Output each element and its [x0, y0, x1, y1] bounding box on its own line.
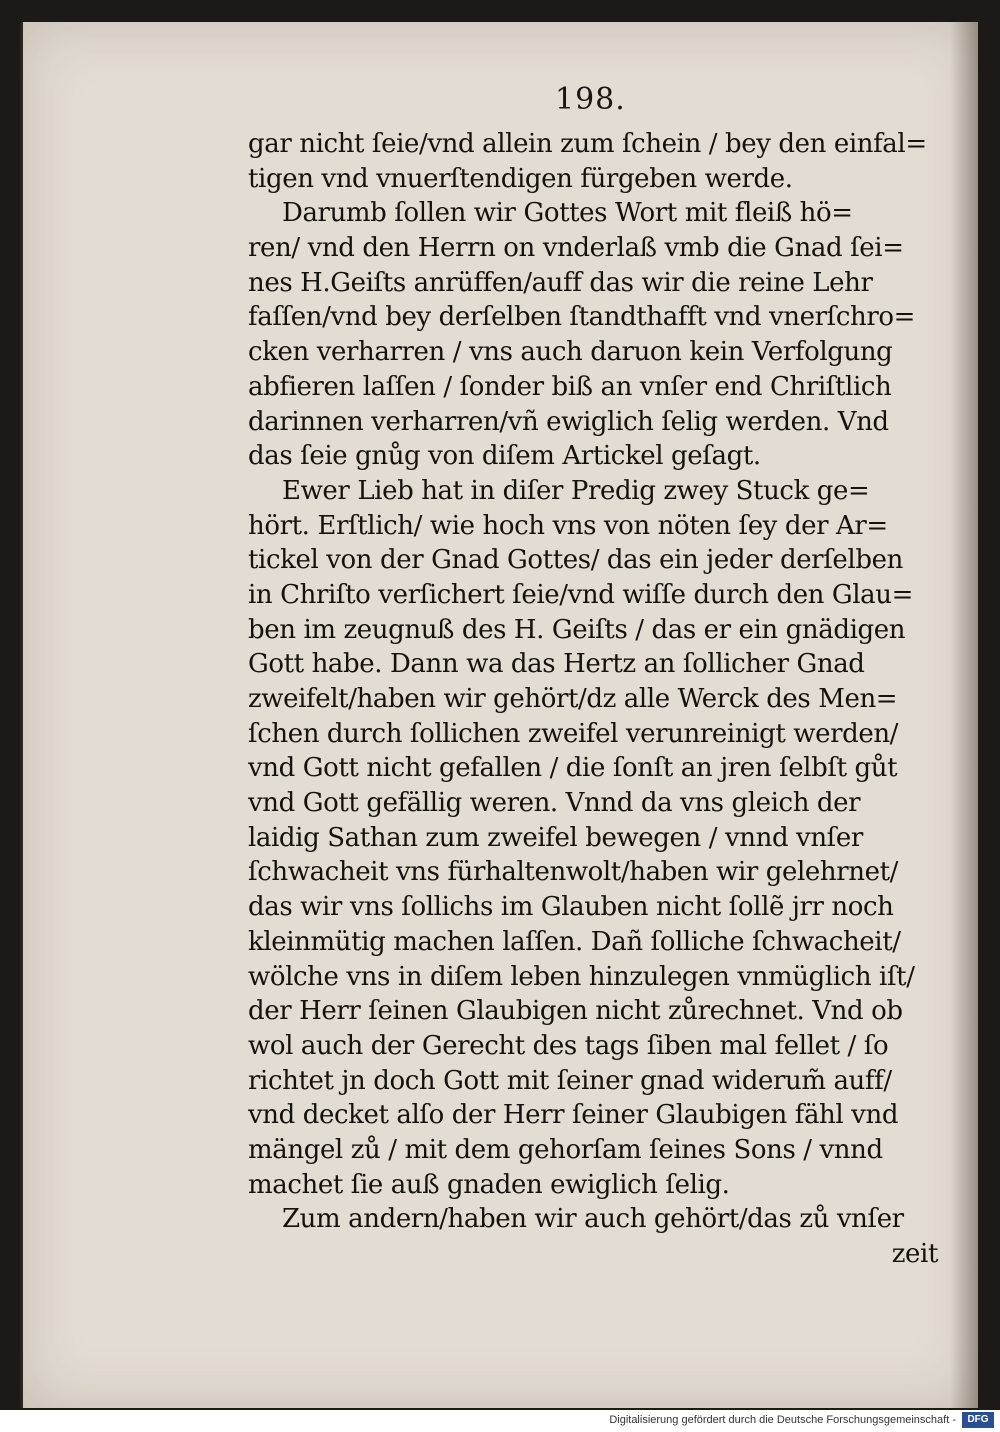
dfg-logo: DFG — [962, 1412, 994, 1428]
text-line: richtet jn doch Gott mit ſeiner gnad widerum̃ auff/ — [248, 1065, 892, 1096]
text-line: das ſeie gnůg von diſem Artickel geſagt. — [248, 441, 761, 472]
text-line: der Herr ſeinen Glaubigen nicht zůrechnet. Vnd ob — [248, 996, 903, 1027]
text-line: vnd decket alſo der Herr ſeiner Glaubigen fähl vnd — [248, 1100, 899, 1131]
text-line: tigen vnd vnuerſtendigen fürgeben werde. — [248, 163, 793, 194]
text-line: Gott habe. Dann wa das Hertz an ſollicher Gnad — [248, 649, 865, 680]
text-line: ſchwacheit vns fürhaltenwolt/haben wir gelehrnet/ — [248, 857, 899, 888]
text-line: mängel zů / mit dem gehorſam ſeines Sons / vnnd — [248, 1134, 883, 1165]
text-line: darinnen verharren/vñ ewiglich ſelig werden. Vnd — [248, 406, 889, 437]
text-line: ben im zeugnuß des H. Geiſts / das er ein gnädigen — [248, 614, 906, 645]
funding-credit: Digitalisierung gefördert durch die Deutsche Forschungsgemeinschaft - — [609, 1414, 956, 1426]
text-line: tickel von der Gnad Gottes/ das ein jeder derſelben — [248, 545, 903, 576]
text-line: in Chriſto verſichert ſeie/vnd wiſſe durch den Glau= — [248, 579, 914, 610]
text-line: zeit — [891, 1239, 938, 1269]
text-line: wol auch der Gerecht des tags ſiben mal fellet / ſo — [248, 1030, 889, 1061]
text-line: laidig Sathan zum zweifel bewegen / vnnd vnſer — [248, 822, 863, 853]
text-line: nes H.Geiſts anrüffen/auff das wir die reine Lehr — [248, 267, 873, 298]
text-line: abfieren laſſen / ſonder biß an vnſer end Chriſtlich — [248, 371, 892, 402]
page-number: 198. — [555, 82, 626, 117]
text-line: faſſen/vnd bey derſelben ſtandthafft vnd vnerſchro= — [248, 302, 916, 333]
text-line: Ewer Lieb hat in diſer Predig zwey Stuck ge= — [282, 475, 870, 506]
text-line: Darumb ſollen wir Gottes Wort mit fleiß hö= — [282, 198, 853, 229]
text-line: wölche vns in diſem leben hinzulegen vnmüglich iſt/ — [248, 961, 915, 992]
text-line: ren/ vnd den Herrn on vnderlaß vmb die Gnad ſei= — [248, 233, 904, 264]
text-line: vnd Gott gefällig weren. Vnnd da vns gleich der — [248, 788, 861, 819]
text-line: zweifelt/haben wir gehört/dz alle Werck des Men= — [248, 684, 898, 714]
body-text — [248, 127, 948, 1272]
text-line: vnd Gott nicht gefallen / die ſonſt an jren ſelbſt gůt — [248, 753, 898, 784]
text-line: gar nicht ſeie/vnd allein zum ſchein / bey den einfal= — [248, 129, 927, 159]
gutter-shadow — [950, 22, 978, 1408]
text-line: machet ſie auß gnaden ewiglich ſelig. — [248, 1169, 730, 1200]
text-line: das wir vns ſollichs im Glauben nicht ſollẽ jrr noch — [248, 892, 894, 923]
footer-bar — [0, 1410, 1000, 1432]
text-line: kleinmütig machen laſſen. Dañ ſolliche ſchwacheit/ — [248, 926, 901, 957]
text-line: ſchen durch ſollichen zweifel verunreinigt werden/ — [248, 718, 899, 749]
text-line: Zum andern/haben wir auch gehört/das zů vnſer — [282, 1204, 904, 1235]
text-line: hört. Erſtlich/ wie hoch vns von nöten ſey der Ar= — [248, 510, 888, 541]
text-line: cken verharren / vns auch daruon kein Verfolgung — [248, 337, 893, 368]
